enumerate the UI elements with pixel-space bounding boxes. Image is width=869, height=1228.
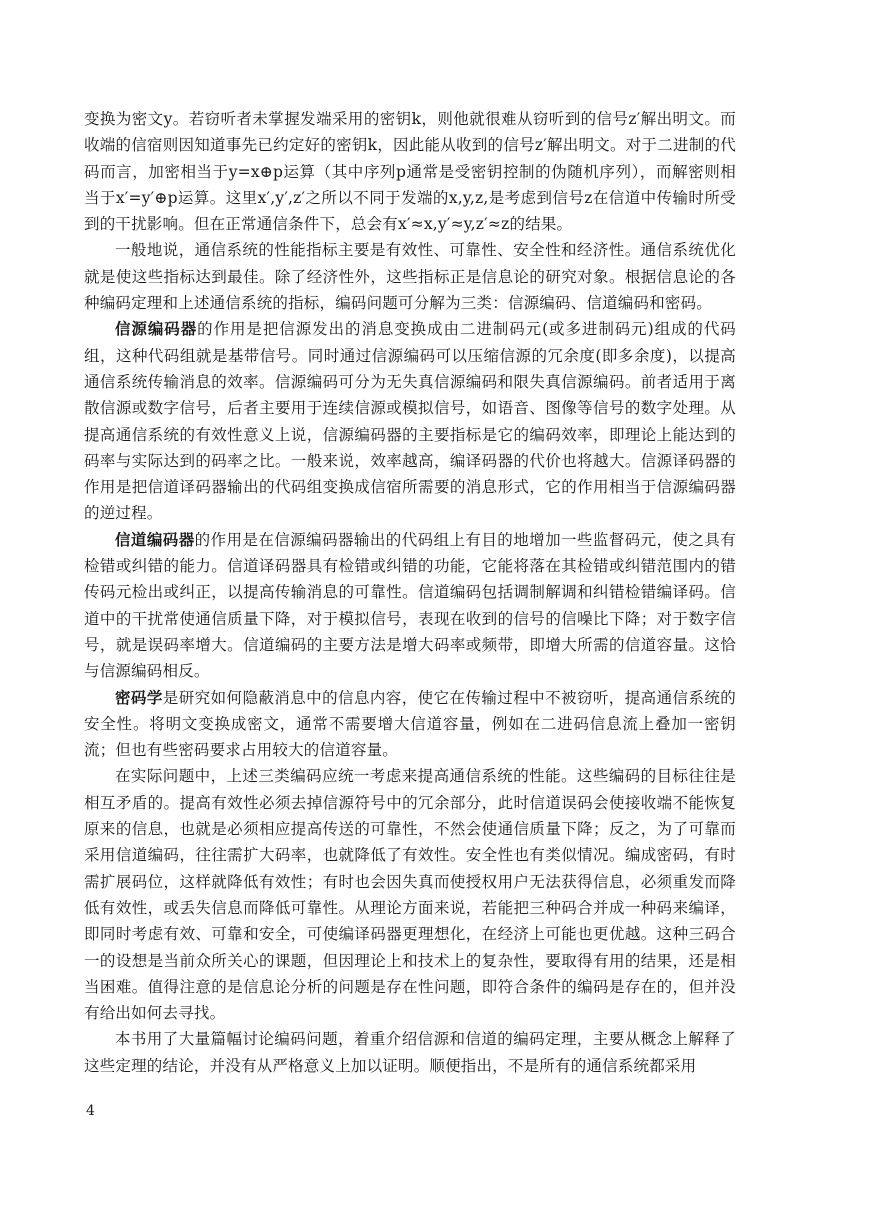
paragraph-cryptography bbox=[84, 685, 736, 764]
paragraph-1 bbox=[84, 106, 736, 237]
paragraph-source-encoder bbox=[84, 316, 736, 526]
paragraph-1-text: 变换为密文y。若窃听者未掌握发端采用的密钥k，则他就很难从窃听到的信号z′解出明文。而收端的信宿则因知道事先已约定好的密钥k，因此能从收到的信号z′解出明文。对于二进制的代码而言，加密相当于y=x⊕p运算（其中序列p通常是受密钥控制的伪随机序列），而解密则相当于x′=y′⊕p运算。这里x′,y′,z′之所以不同于发端的x,y,z,是考虑到信号z在信道中传输时所受到的干扰影响。但在正常通信条件下，总会有x′≈x,y′≈y,z′≈z的结果。 bbox=[84, 110, 736, 234]
term-channel-encoder: 信道编码器 bbox=[115, 529, 195, 549]
paragraph-cryptography-text: 是研究如何隐蔽消息中的信息内容，使它在传输过程中不被窃听，提高通信系统的安全性。将明文变换成密文，通常不需要增大信道容量，例如在二进码信息流上叠加一密钥流；但也有些密码要求占用较大的信道容量。 bbox=[84, 688, 737, 760]
document-body bbox=[84, 106, 736, 1079]
paragraph-2 bbox=[84, 237, 736, 316]
paragraph-7-text: 本书用了大量篇幅讨论编码问题，着重介绍信源和信道的编码定理，主要从概念上解释了这些定理的结论，并没有从严格意义上加以证明。顺便指出，不是所有的通信系统都采用 bbox=[84, 1030, 736, 1075]
paragraph-channel-encoder-text: 的作用是在信源编码器输出的代码组上有目的地增加一些监督码元，使之具有检错或纠错的能力。信道译码器具有检错或纠错的功能，它能将落在其检错或纠错范围内的错传码元检出或纠正，以提高传输消息的可靠性。信道编码包括调制解调和纠错检错编译码。信道中的干扰常使通信质量下降，对于模拟信号，表现在收到的信号的信噪比下降；对于数字信号，就是误码率增大。信道编码的主要方法是增大码率或频带，即增大所需的信道容量。这恰与信源编码相反。 bbox=[84, 530, 736, 681]
page-number: 4 bbox=[86, 1103, 95, 1119]
paragraph-6 bbox=[84, 763, 736, 1026]
paragraph-6-text: 在实际问题中，上述三类编码应统一考虑来提高通信系统的性能。这些编码的目标往往是相互矛盾的。提高有效性必须去掉信源符号中的冗余部分，此时信道误码会使接收端不能恢复原来的信息，也就是必须相应提高传送的可靠性，不然会使通信质量下降；反之，为了可靠而采用信道编码，往往需扩大码率，也就降低了有效性。安全性也有类似情况。编成密码，有时需扩展码位，这样就降低有效性；有时也会因失真而使授权用户无法获得信息，必须重发而降低有效性，或丢失信息而降低可靠性。从理论方面来说，若能把三种码合并成一种码来编译，即同时考虑有效、可靠和安全，可使编译码器更理想化，在经济上可能也更优越。这种三码合一的设想是当前众所关心的课题，但因理论上和技术上的复杂性，要取得有用的结果，还是相当困难。值得注意的是信息论分析的问题是存在性问题，即符合条件的编码是存在的，但并没有给出如何去寻找。 bbox=[84, 767, 736, 1023]
paragraph-source-encoder-text: 的作用是把信源发出的消息变换成由二进制码元(或多进制码元)组成的代码组，这种代码组就是基带信号。同时通过信源编码可以压缩信源的冗余度(即多余度)，以提高通信系统传输消息的效率。信源编码可分为无失真信源编码和限失真信源编码。前者适用于离散信源或数字信号，后者主要用于连续信源或模拟信号，如语音、图像等信号的数字处理。从提高通信系统的有效性意义上说，信源编码器的主要指标是它的编码效率，即理论上能达到的码率与实际达到的码率之比。一般来说，效率越高，编译码器的代价也将越大。信源译码器的作用是把信道译码器输出的代码组变换成信宿所需要的消息形式，它的作用相当于信源编码器的逆过程。 bbox=[84, 320, 736, 523]
term-cryptography: 密码学 bbox=[115, 687, 163, 707]
paragraph-2-text: 一般地说，通信系统的性能指标主要是有效性、可靠性、安全性和经济性。通信系统优化就是使这些指标达到最佳。除了经济性外，这些指标正是信息论的研究对象。根据信息论的各种编码定理和上述通信系统的指标，编码问题可分解为三类：信源编码、信道编码和密码。 bbox=[84, 241, 736, 313]
paragraph-7 bbox=[84, 1026, 736, 1079]
term-source-encoder: 信源编码器 bbox=[115, 319, 198, 339]
paragraph-channel-encoder bbox=[84, 527, 736, 685]
